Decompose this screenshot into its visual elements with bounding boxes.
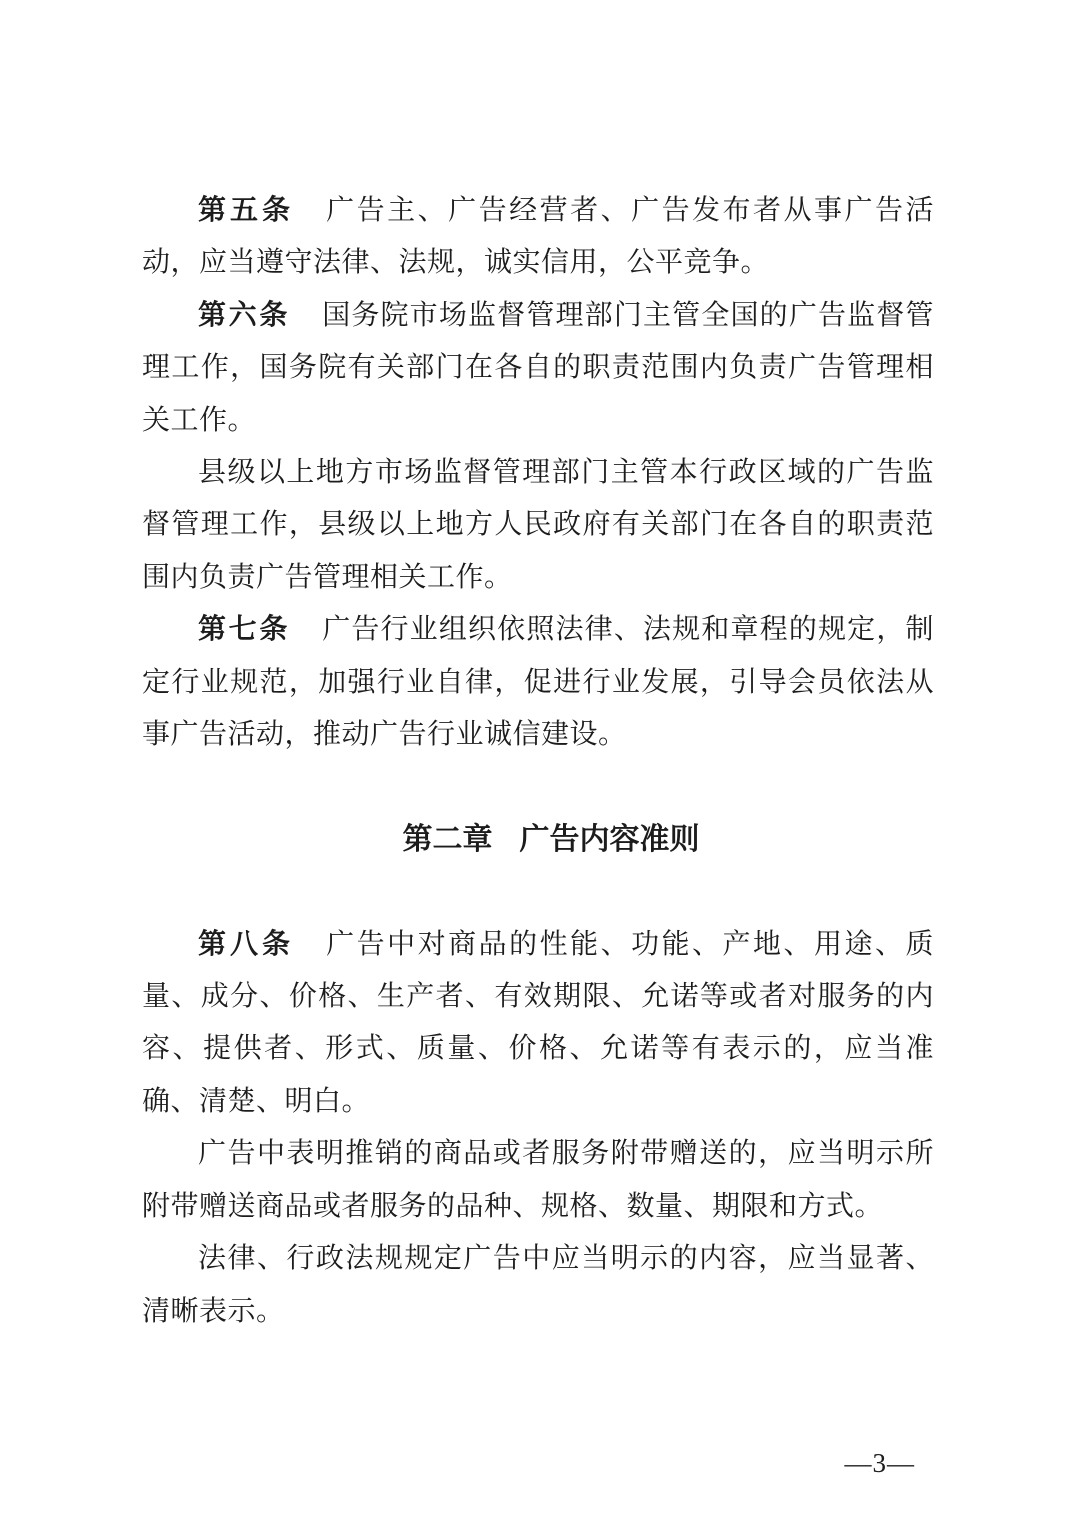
article-6-continuation-text: 县级以上地方市场监督管理部门主管本行政区域的广告监督管理工作，县级以上地方人民政府有关部门在各自的职责范围内负责广告管理相关工作。: [142, 457, 934, 593]
article-5-label: 第五条: [198, 195, 294, 226]
article-6-label: 第六条: [198, 299, 290, 331]
chapter-number: 第二章: [402, 822, 493, 856]
chapter-title: 广告内容准则: [519, 822, 700, 856]
article-7-text: 广告行业组织依照法律、法规和章程的规定，制定行业规范，加强行业自律，促进行业发展，引导会员依法从事广告活动，推动广告行业诚信建设。: [142, 614, 934, 751]
article-6-text: 国务院市场监督管理部门主管全国的广告监督管理工作，国务院有关部门在各自的职责范围内负责广告管理相关工作。: [142, 299, 934, 436]
paragraph-article-6: [142, 290, 934, 447]
article-8-text: 广告中对商品的性能、功能、产地、用途、质量、成分、价格、生产者、有效期限、允诺等或者对服务的内容、提供者、形式、质量、价格、允诺等有表示的，应当准确、清楚、明白。: [142, 928, 934, 1117]
article-7-label: 第七条: [198, 614, 290, 646]
page-number: —3—: [844, 1448, 915, 1478]
article-5-text: 广告主、广告经营者、广告发布者从事广告活动，应当遵守法律、法规，诚实信用，公平竞争。: [142, 195, 934, 279]
paragraph-article-6-continuation: [142, 447, 934, 604]
document-body: [142, 0, 934, 1338]
paragraph-article-8-para2: [142, 1128, 934, 1233]
paragraph-article-8-para3: [142, 1233, 934, 1338]
paragraph-article-7: [142, 604, 934, 761]
paragraph-article-8: [142, 919, 934, 1129]
article-8-para3-text: 法律、行政法规规定广告中应当明示的内容，应当显著、清晰表示。: [142, 1243, 934, 1327]
paragraph-article-5: [142, 185, 934, 290]
article-8-para2-text: 广告中表明推销的商品或者服务附带赠送的，应当明示所附带赠送商品或者服务的品种、规格、数量、期限和方式。: [142, 1138, 934, 1222]
article-8-label: 第八条: [198, 928, 294, 960]
chapter-heading: [155, 814, 947, 866]
